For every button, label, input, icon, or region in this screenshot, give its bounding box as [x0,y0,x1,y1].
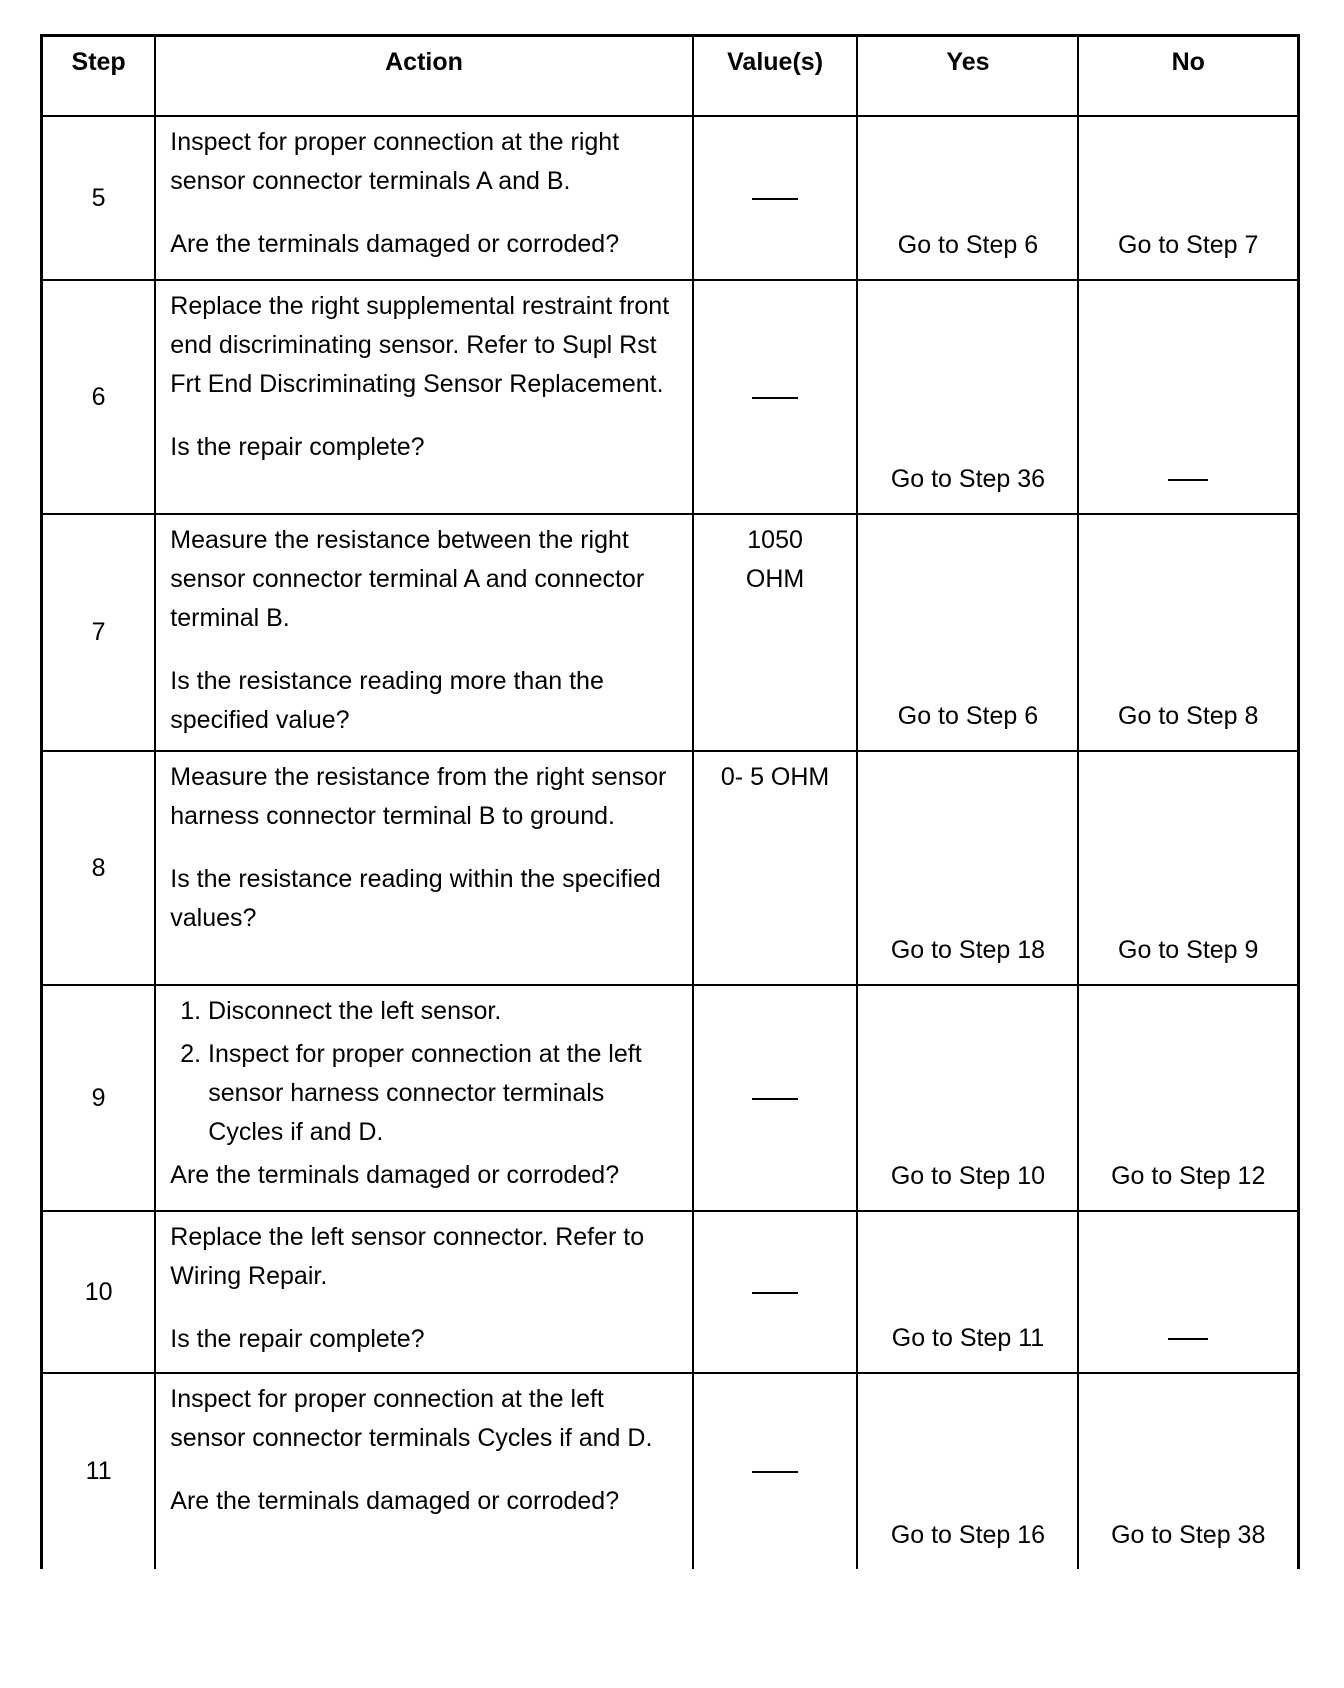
no-cell: Go to Step 9 [1078,751,1298,985]
value-cell [693,1373,858,1569]
step-number: 11 [42,1373,156,1569]
table-row [42,1373,1299,1569]
value-line: 1050 [747,526,803,554]
value-cell: 0- 5 OHM [693,751,858,985]
action-question: Is the resistance reading more than the specified value? [170,667,604,734]
yes-cell: Go to Step 16 [857,1373,1078,1569]
list-item: 1. Disconnect the left sensor. [180,997,502,1025]
header-yes: Yes [857,36,1078,117]
step-number: 9 [42,985,156,1211]
action-question: Are the terminals damaged or corroded? [170,1161,620,1189]
value-cell [693,985,858,1211]
value-cell [693,1211,858,1373]
yes-cell: Go to Step 6 [857,116,1078,280]
diagnostic-table-page [40,34,1300,1569]
header-action: Action [155,36,692,117]
step-number: 8 [42,751,156,985]
value-dash [752,1471,798,1473]
action-question: Is the repair complete? [170,433,425,461]
table-row [42,751,1299,985]
yes-cell: Go to Step 10 [857,985,1078,1211]
header-step: Step [42,36,156,117]
no-cell [1078,1211,1298,1373]
value-cell [693,514,858,751]
no-cell: Go to Step 7 [1078,116,1298,280]
header-values: Value(s) [693,36,858,117]
action-question: Is the resistance reading within the specified values? [170,865,661,932]
action-cell [155,1373,692,1569]
header-no: No [1078,36,1298,117]
action-text: Replace the left sensor connector. Refer to Wiring Repair. [170,1223,645,1290]
step-number: 7 [42,514,156,751]
no-dash [1168,1338,1208,1340]
yes-cell: Go to Step 36 [857,280,1078,514]
step-number: 6 [42,280,156,514]
step-number: 5 [42,116,156,280]
table-row [42,1211,1299,1373]
no-dash [1168,479,1208,481]
value-cell [693,116,858,280]
value-dash [752,1098,798,1100]
action-text: Inspect for proper connection at the right sensor connector terminals A and B. [170,128,620,195]
no-cell [1078,280,1298,514]
action-cell [155,985,692,1211]
no-cell: Go to Step 8 [1078,514,1298,751]
yes-cell: Go to Step 18 [857,751,1078,985]
value-cell [693,280,858,514]
value-dash [752,1292,798,1294]
list-item: 2. Inspect for proper connection at the left sensor harness connector terminals Cycles if and D. [180,1040,642,1146]
table-row [42,985,1299,1211]
action-cell [155,514,692,751]
no-cell: Go to Step 38 [1078,1373,1298,1569]
value-dash [752,198,798,200]
value-dash [752,397,798,399]
action-text: Inspect for proper connection at the left sensor connector terminals Cycles if and D. [170,1385,653,1452]
action-text: Measure the resistance between the right sensor connector terminal A and connector terminal B. [170,526,645,632]
action-question: Are the terminals damaged or corroded? [170,230,620,258]
step-number: 10 [42,1211,156,1373]
value-unit: OHM [745,565,805,593]
table-row [42,280,1299,514]
diagnostic-table [40,34,1300,1569]
action-question: Is the repair complete? [170,1325,425,1353]
action-text: Replace the right supplemental restraint front end discriminating sensor. Refer to Supl Rst Frt End Discriminating Sensor Replacement. [170,292,670,398]
no-cell: Go to Step 12 [1078,985,1298,1211]
table-row [42,514,1299,751]
action-cell [155,116,692,280]
action-cell [155,280,692,514]
yes-cell: Go to Step 6 [857,514,1078,751]
action-question: Are the terminals damaged or corroded? [170,1487,620,1515]
yes-cell: Go to Step 11 [857,1211,1078,1373]
action-cell [155,751,692,985]
table-row [42,116,1299,280]
action-text: Measure the resistance from the right sensor harness connector terminal B to ground. [170,763,667,830]
header-row [42,36,1299,117]
action-cell [155,1211,692,1373]
